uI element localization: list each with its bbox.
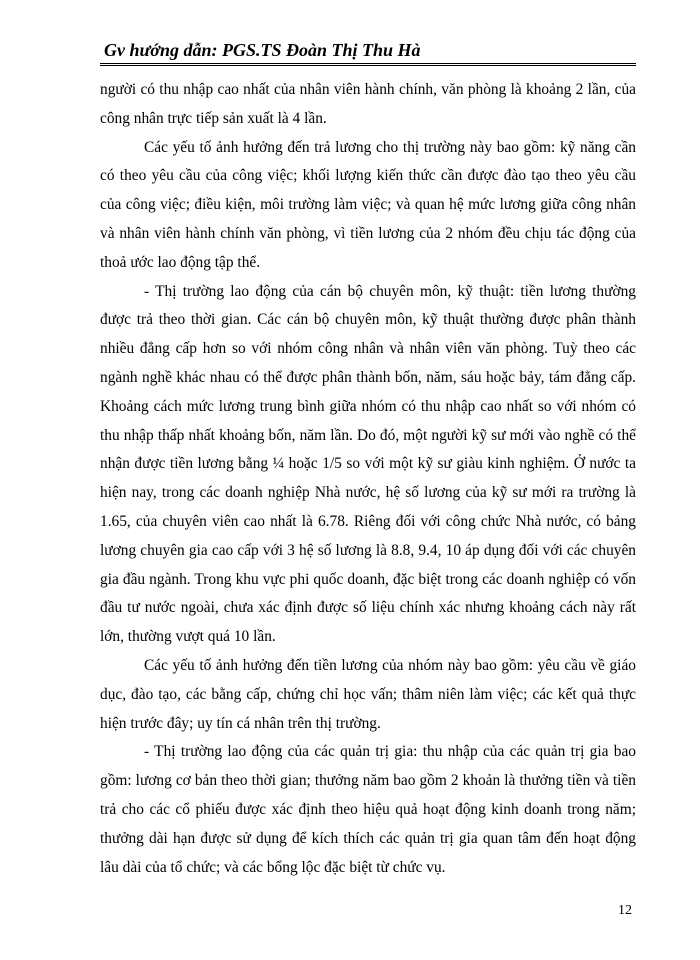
paragraph-pay-factors-technical: Các yếu tố ảnh hưởng đến tiền lương của nhóm này bao gồm: yêu cầu về giáo dục, đào tạo, các bằng cấp, chứng chỉ học vấn; thâm niên làm việc; các kết quả thực hiện trước đây; uy tín cá nhân trên thị trường. bbox=[100, 656, 636, 732]
header-title: Gv hướng dẫn: PGS.TS Đoàn Thị Thu Hà bbox=[104, 40, 421, 60]
page-number: 12 bbox=[618, 903, 632, 918]
document-body bbox=[100, 76, 636, 882]
paragraph-managers-market: - Thị trường lao động của các quản trị gia: thu nhập của các quản trị gia bao gồm: lương cơ bản theo thời gian; thưởng năm bao gồm 2 khoản là thưởng tiền và tiền trả cho các cổ phiếu được xác định theo hiệu quả hoạt động kinh doanh trong năm; thưởng dài hạn được sử dụng để kích thích các quản trị gia quan tâm đến hoạt động lâu dài của tổ chức; và các bổng lộc đặc biệt từ chức vụ. bbox=[100, 743, 636, 876]
paragraph-technical-staff-market: - Thị trường lao động của cán bộ chuyên môn, kỹ thuật: tiền lương thường được trả theo thời gian. Các cán bộ chuyên môn, kỹ thuật thường được phân thành nhiều đẳng cấp hơn so với nhóm công nhân và nhân viên văn phòng. Tuỳ theo các ngành nghề khác nhau có thể được phân thành bốn, năm, sáu hoặc bảy, tám đẳng cấp. Khoảng cách mức lương trung bình giữa nhóm có thu nhập cao nhất so với nhóm có thu nhập thấp nhất khoảng bốn, năm lần. Do đó, một người kỹ sư mới vào nghề có thể nhận được tiền lương bằng ¼ hoặc 1/5 so với một kỹ sư giàu kinh nghiệm. Ở nước ta hiện nay, trong các doanh nghiệp Nhà nước, hệ số lương của kỹ sư mới ra trường là 1.65, của chuyên viên cao nhất là 6.78. Riêng đối với công chức Nhà nước, có bảng lương chuyên gia cao cấp với 3 hệ số lương là 8.8, 9.4, 10 áp dụng đối với các chuyên gia đầu ngành. Trong khu vực phi quốc doanh, đặc biệt trong các doanh nghiệp có vốn đầu tư nước ngoài, chưa xác định được số liệu chính xác nhưng khoảng cách này rất lớn, thường vượt quá 10 lần. bbox=[100, 282, 636, 646]
paragraph-continuation: người có thu nhập cao nhất của nhân viên hành chính, văn phòng là khoảng 2 lần, của công nhân trực tiếp sản xuất là 4 lần. bbox=[100, 81, 636, 127]
paragraph-pay-factors-workers: Các yếu tố ảnh hưởng đến trả lương cho thị trường này bao gồm: kỹ năng cần có theo yêu cầu của công việc; khối lượng kiến thức cần được đào tạo theo yêu cầu của công việc; điều kiện, môi trường làm việc; và quan hệ mức lương giữa công nhân và nhân viên hành chính văn phòng, vì tiền lương của 2 nhóm đều chịu tác động của thoả ước lao động tập thể. bbox=[100, 138, 636, 271]
page-header bbox=[100, 36, 636, 66]
